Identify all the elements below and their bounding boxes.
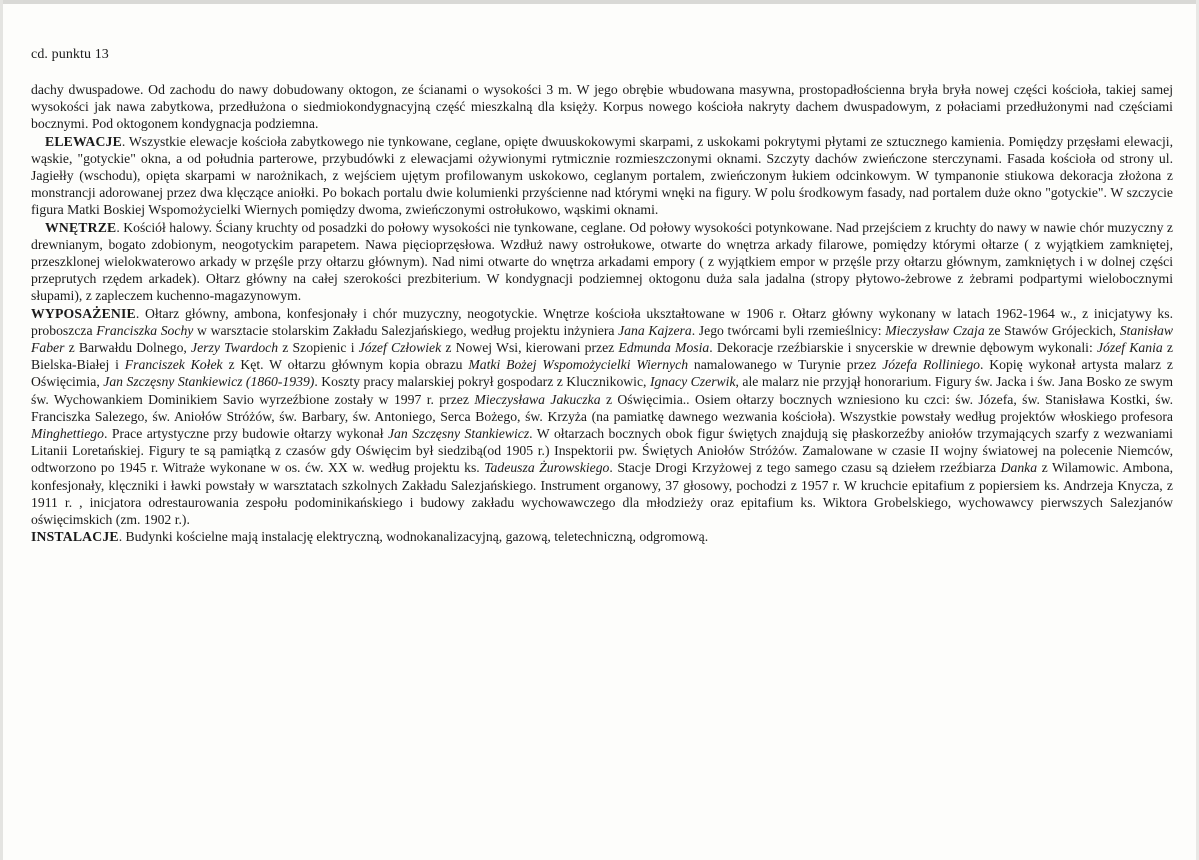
painting-title: Matki Bożej Wspomożycielki Wiernych — [468, 357, 689, 373]
person-name: Józef Kania — [1096, 340, 1163, 356]
text-run: z Szopienic i — [278, 340, 359, 356]
wyposazenie-paragraph — [31, 305, 1173, 529]
wnetrze-text: . Kościół halowy. Ściany kruchty od posadzki do połowy wysokości nie tynkowane, ceglane. Od połowy wysokości potynkowane. Nad przejściem z kruchty do nawy w nawie chór muzyczny z drewnianym, bogato zdobionym, neogotyckim parapetem. Nawa pięcioprzęsłowa. Wzdłuż nawy ostrołukowe, otwarte do wnętrza arkady filarowe, pomiędzy którymi ołtarze ( z wyjątkiem zamkniętej, przeszklonej wielokwaterowo arkady w przęśle przy ołtarzu głównym). Nad nimi otwarte do wnętrza arkadami empory ( z wyjątkiem empor w przęśle przy ołtarzu głównym, zamkniętych i w dolnej części przeprutych rzędem arkadek). Ołtarz główny na całej szerokości prezbiterium. W kondygnacji podziemnej oktogonu duża sala jadalna (stropy płytowo-żebrowe z żebrami podpartymi wielobocznymi słupami), z zapleczem kuchenno-magazynowym. — [31, 219, 1173, 304]
person-name: Ignacy Czerwik — [649, 374, 736, 390]
elewacje-text: . Wszystkie elewacje kościoła zabytkowego nie tynkowane, ceglane, opięte dwuuskokowymi skarpami, z uskokami pokrytymi płytami ze sztucznego kamienia. Pomiędzy przęsłami elewacji, wąskie, "gotyckie" okna, a od południa parterowe, przybudówki z elewacjami ożywionymi rytmicznie rozmieszczonymi oknami. Szczyty dachów zwieńczone sterczynami. Fasada kościoła od strony ul. Jagiełły (wschodu), opięta skarpami w narożnikach, z wejściem ujętym profilowanym uskokowo, ceglanym portalem, zwieńczonym łukiem odcinkowym. W tympanonie stiukowa dekoracja złożona z monstrancji adorowanej przez dwa klęczące aniołki. Po bokach portalu dwie kolumienki przyścienne nad którymi wnęki na figury. W polu środkowym fasady, nad portalem duże okno "gotyckie". W szczycie figura Matki Boskiej Wspomożycielki Wiernych pomiędzy dwoma, zwieńczonymi ostrołukowo, wąskimi oknami. — [31, 133, 1173, 218]
text-run: . Ołtarz główny, ambona, konfesjonały i chór muzyczny, neogotyckie. Wnętrze kościoła ukształtowane w 1906 r. Ołtarz główny wykonany w latach 1962-1964 w., z inicjatywy ks. proboszcza — [31, 305, 1173, 338]
text-run: , ale malarz nie przyjął honorarium. Figury św. Jacka i św. Jana Bosko ze swym św. Wychowankiem Dominikiem Savio wyrzeźbione zostały w 1997 r. przez — [31, 374, 1173, 407]
wyposazenie-heading: WYPOSAŻENIE — [31, 305, 136, 321]
person-name: Tadeusza Żurowskiego — [484, 460, 610, 476]
text-run: z Barwałdu Dolnego, — [64, 340, 192, 356]
person-name: Mieczysława Jakuczka — [474, 391, 601, 407]
text-run: w warsztacie stolarskim Zakładu Salezjańskiego, według projektu inżyniera — [193, 322, 619, 338]
wnetrze-heading: WNĘTRZE — [45, 219, 117, 235]
intro-text: dachy dwuspadowe. Od zachodu do nawy dobudowany oktogon, ze ścianami o wysokości 3 m. W jego obrębie wbudowana masywna, prostopadłościenna bryła bryła nowej części kościoła, takiej samej wysokości jak nawa zabytkowa, przedłużona o siedmiokondygnacyjną część mieszkalną dla księży. Korpus nowego kościoła nakryty dachem dwuspadowym, z połaciami przedłużonymi nad częściami bocznymi. Pod oktogonem kondygnacja podziemna. — [31, 82, 1173, 132]
person-name: Minghettiego — [31, 426, 104, 442]
person-name: Jan Szczęsny Stankiewicz (1860-1939) — [103, 374, 315, 390]
person-name: Jan Szczęsny Stankiewicz — [387, 426, 530, 442]
person-name: Franciszka Sochy — [96, 322, 194, 338]
text-run: namalowanego w Turynie przez — [688, 357, 883, 373]
person-name: Józefa Rolliniego — [882, 357, 981, 373]
person-name: Jerzy Twardoch — [191, 340, 279, 356]
instalacje-heading: INSTALACJE — [31, 529, 119, 545]
text-run: . W ołtarzach bocznych obok figur świętych znajdują się płaskorzeźby aniołów trzymających szarfy z wezwaniami Litanii Loretańskiej. Figury te są pamiątką z czasów gdy Oświęcim był siedzibą(od 1905 r.) Inspektorii pw. Świętych Aniołów Stróżów. Zamalowane w czasie II wojny światowej na polecenie Niemców, odtworzono po 1945 r. Witraże wykonane w os. ćw. XX w. według projektu ks. — [31, 426, 1173, 476]
text-run: z Nowej Wsi, kierowani przez — [441, 340, 619, 356]
text-run: . Prace artystyczne przy budowie ołtarzy wykonał — [103, 426, 388, 442]
person-name: Jana Kajzera — [618, 322, 692, 338]
person-name: Stanisław Faber — [31, 322, 1174, 356]
continuation-header: cd. punktu 13 — [31, 47, 109, 62]
text-run: z Wilamowic. Ambona, konfesjonały, klęczniki i ławki powstały w warsztatach szkolnych Zakładu Salezjańskiego. Instrument organowy, 37 głosowy, pochodzi z 1957 r. W kruchcie epitafium z popiersiem ks. Andrzeja Knycza, z 1911 r. , inicjatora odrestaurowania zespołu podominikańskiego i budowy zakładu wychowawczego dla młodzieży oraz epitafium ks. Wiktora Grobelskiego, wychowawcy pierwszych Salezjanów oświęcimskich (zm. 1902 r.). — [31, 460, 1173, 528]
text-run: ze Stawów Grójeckich, — [984, 322, 1120, 338]
scan-edge-left — [0, 0, 3, 860]
person-name: Danka — [1000, 460, 1038, 476]
instalacje-text: . Budynki kościelne mają instalację elektryczną, wodnokanalizacyjną, gazową, teletechniczną, odgromową. — [118, 529, 709, 545]
elewacje-heading: ELEWACJE — [45, 133, 122, 149]
wnetrze-paragraph — [31, 219, 1173, 305]
person-name: Józef Człowiek — [358, 340, 442, 356]
text-run: z Kęt. W ołtarzu głównym kopia obrazu — [222, 357, 469, 373]
person-name: Edmunda Mosia — [618, 340, 710, 356]
text-run: z Bielska-Białej i — [31, 340, 1173, 373]
text-run: z Oświęcimia.. Osiem ołtarzy bocznych wzniesiono ku czci: św. Józefa, św. Stanisława Kostki, św. Franciszka Salezego, św. Aniołów Stróżów, św. Barbary, św. Antoniego, Serca Bożego, św. Krzyża (na pamiatkę dawnego wezwania kościoła). Wszystkie powstały według projektów włoskiego profesora — [31, 391, 1173, 424]
instalacje-paragraph — [31, 528, 1173, 545]
text-run: . Dekoracje rzeźbiarskie i snycerskie w drewnie dębowym wykonali: — [709, 340, 1097, 356]
person-name: Mieczysław Czaja — [885, 322, 985, 338]
elewacje-paragraph — [31, 133, 1173, 219]
person-name: Franciszek Kołek — [124, 357, 223, 373]
text-run: . Jego twórcami byli rzemieślnicy: — [691, 322, 886, 338]
text-run: . Koszty pracy malarskiej pokrył gospodarz z Klucznikowic, — [314, 374, 650, 390]
text-run: . Stacje Drogi Krzyżowej z tego samego czasu są dziełem rzeźbiarza — [609, 460, 1001, 476]
scan-edge-top — [0, 0, 1199, 4]
intro-paragraph — [31, 81, 1173, 133]
text-run: . Kopię wykonał artysta malarz z Oświęcimia, — [31, 357, 1173, 390]
document-body — [31, 81, 1173, 545]
